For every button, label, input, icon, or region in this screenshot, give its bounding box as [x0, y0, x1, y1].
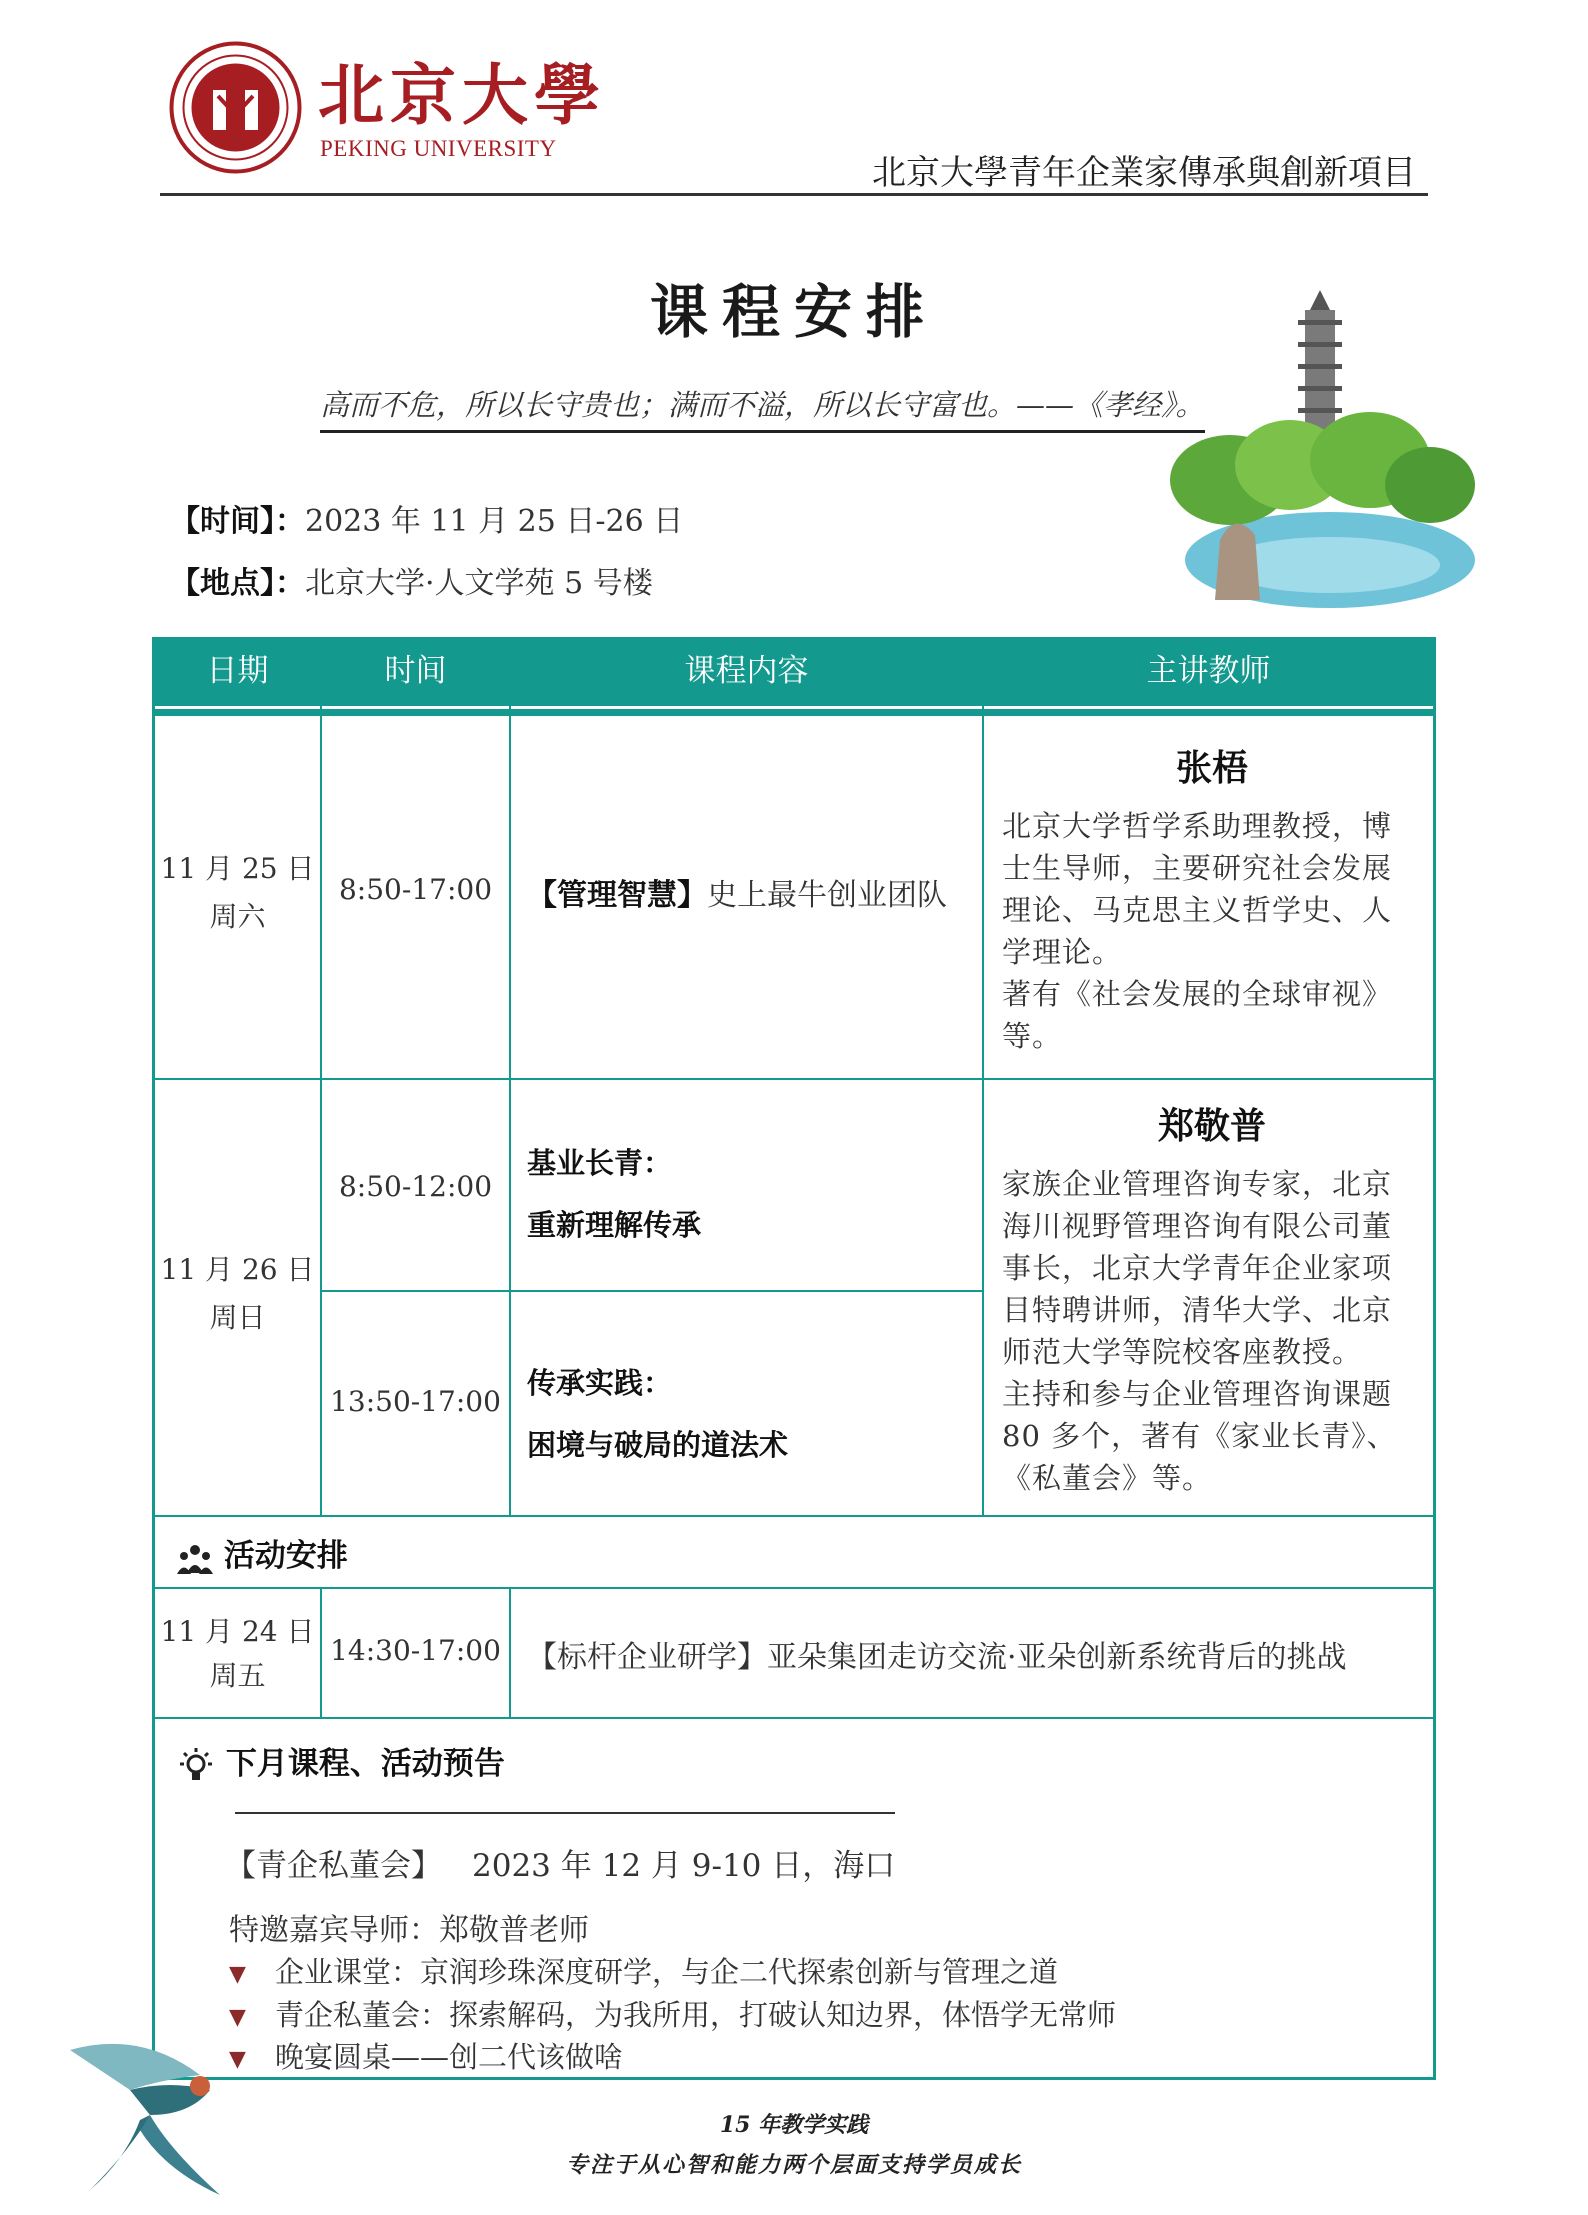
- day2-course-am-line1: 基业长青：: [527, 1146, 673, 1180]
- preview-underline: [235, 1812, 895, 1814]
- bio-line: 学理论。: [1002, 935, 1123, 969]
- bio-line: 《私董会》等。: [1002, 1461, 1213, 1495]
- day2-course-pm-line1: 传承实践：: [527, 1366, 673, 1400]
- activity-date-cell: [155, 1610, 320, 1698]
- activity-title: 活动安排: [223, 1538, 348, 1574]
- bio-line: 事长，北京大学青年企业家项: [1002, 1251, 1393, 1285]
- bio-line: 主持和参与企业管理咨询课题: [1002, 1377, 1393, 1411]
- preview-bullet-text: 企业课堂：京润珍珠深度研学，与企二代探索创新与管理之道: [275, 1955, 1059, 1989]
- activity-date: 11 月 24 日: [160, 1615, 315, 1648]
- project-title: 北京大學青年企業家傳承與創新項目: [872, 153, 1416, 193]
- activity-section-header: [175, 1530, 675, 1577]
- preview-event-name: 【青企私董会】: [225, 1848, 442, 1884]
- place-info: [170, 558, 653, 602]
- pagoda-lake-illustration: [1160, 290, 1480, 630]
- day1-teacher: [1002, 740, 1422, 1057]
- day1-teacher-name: 张梧: [1175, 748, 1248, 789]
- group-people-icon: [175, 1541, 215, 1577]
- preview-bullet: [229, 2035, 623, 2076]
- day2-course-am: [527, 1132, 967, 1256]
- header-date: 日期: [155, 640, 320, 702]
- day2-teacher: [1002, 1098, 1422, 1499]
- time-label: 【时间】：: [170, 504, 305, 539]
- activity-content: 【标杆企业研学】亚朵集团走访交流·亚朵创新系统背后的挑战: [527, 1640, 1347, 1675]
- peking-university-seal-logo: [168, 40, 303, 175]
- footer-line-1: 15 年教学实践: [719, 2112, 869, 2138]
- day2-course-pm: [527, 1352, 967, 1476]
- logo-chinese-wordmark: 北京大學: [318, 56, 606, 134]
- bio-line: 家族企业管理咨询专家，北京: [1002, 1167, 1393, 1201]
- preview-guest: 特邀嘉宾导师：郑敬普老师: [229, 1913, 589, 1948]
- row-divider-4: [155, 1587, 1433, 1589]
- footer-line-2: 专注于从心智和能力两个层面支持学员成长: [565, 2152, 1022, 2178]
- bio-line: 等。: [1002, 1019, 1063, 1053]
- preview-bullet: [229, 1993, 1116, 2034]
- day2-weekday: 周日: [209, 1301, 266, 1334]
- day1-teacher-bio: [1002, 805, 1422, 1057]
- day2-date-cell: [155, 1246, 320, 1342]
- day1-course-tag: 【管理智慧】: [527, 878, 707, 913]
- preview-event-date: 2023 年 12 月 9-10 日，海口: [472, 1848, 896, 1884]
- schedule-table: [152, 637, 1436, 2080]
- preview-bullet-text: 晚宴圆桌——创二代该做啥: [275, 2040, 624, 2074]
- preview-section-header: [175, 1738, 775, 1788]
- time-value: 2023 年 11 月 25 日-26 日: [305, 504, 684, 539]
- logo-english-wordmark: PEKING UNIVERSITY: [320, 136, 557, 161]
- day1-date-cell: [155, 845, 320, 941]
- day2-teacher-bio: [1002, 1163, 1422, 1499]
- bio-line: 师范大学等院校客座教授。: [1002, 1335, 1363, 1369]
- day1-date: 11 月 25 日: [160, 852, 315, 885]
- row-divider-5: [155, 1717, 1433, 1719]
- bio-line: 北京大学哲学系助理教授，博: [1002, 809, 1393, 843]
- day2-course-am-line2: 重新理解传承: [527, 1208, 702, 1242]
- quote: 高而不危，所以长守贵也；满而不溢，所以长守富也。——《孝经》。: [320, 383, 1205, 433]
- row-divider-2: [320, 1290, 984, 1292]
- place-value: 北京大学·人文学苑 5 号楼: [305, 566, 653, 601]
- bio-line: 目特聘讲师，清华大学、北京: [1002, 1293, 1393, 1327]
- place-label: 【地点】：: [170, 566, 305, 601]
- activity-col-divider-2: [509, 1587, 511, 1717]
- time-info: [170, 496, 683, 540]
- header-band-lower: [155, 712, 1433, 716]
- day1-weekday: 周六: [209, 900, 266, 933]
- activity-weekday: 周五: [209, 1659, 266, 1692]
- day1-course: [527, 870, 982, 914]
- day2-date: 11 月 26 日: [160, 1253, 315, 1286]
- header-course: 课程内容: [511, 640, 982, 702]
- arrow-down-icon: ▼: [229, 2046, 246, 2072]
- lightbulb-icon: [175, 1746, 217, 1788]
- activity-time: 14:30-17:00: [330, 1634, 501, 1667]
- header-teacher: 主讲教师: [984, 640, 1433, 702]
- day1-time: 8:50-17:00: [338, 873, 493, 906]
- bio-line: 海川视野管理咨询有限公司董: [1002, 1209, 1393, 1243]
- day1-course-text: 史上最牛创业团队: [707, 878, 947, 913]
- row-divider-3: [155, 1515, 1433, 1517]
- page-title: 课程安排: [649, 278, 938, 346]
- row-divider-1: [155, 1078, 1433, 1080]
- header-divider: [160, 193, 1428, 196]
- day2-time-am: 8:50-12:00: [338, 1170, 493, 1203]
- day2-time-pm: 13:50-17:00: [330, 1385, 501, 1418]
- day2-teacher-name: 郑敬普: [1157, 1106, 1266, 1147]
- bio-line: 80 多个，著有《家业长青》、: [1002, 1419, 1397, 1453]
- header-time: 时间: [322, 640, 509, 702]
- arrow-down-icon: ▼: [229, 2004, 246, 2030]
- preview-bullet: [229, 1950, 1058, 1991]
- bio-line: 著有《社会发展的全球审视》: [1002, 977, 1393, 1011]
- preview-title: 下月课程、活动预告: [225, 1746, 505, 1782]
- bio-line: 士生导师，主要研究社会发展: [1002, 851, 1393, 885]
- arrow-down-icon: ▼: [229, 1961, 246, 1987]
- preview-event: [225, 1840, 1405, 1885]
- bio-line: 理论、马克思主义哲学史、人: [1002, 893, 1393, 927]
- day2-course-pm-line2: 困境与破局的道法术: [527, 1428, 789, 1462]
- preview-bullet-text: 青企私董会：探索解码，为我所用，打破认知边界，体悟学无常师: [275, 1998, 1117, 2032]
- header-band-stripe: [155, 706, 1433, 709]
